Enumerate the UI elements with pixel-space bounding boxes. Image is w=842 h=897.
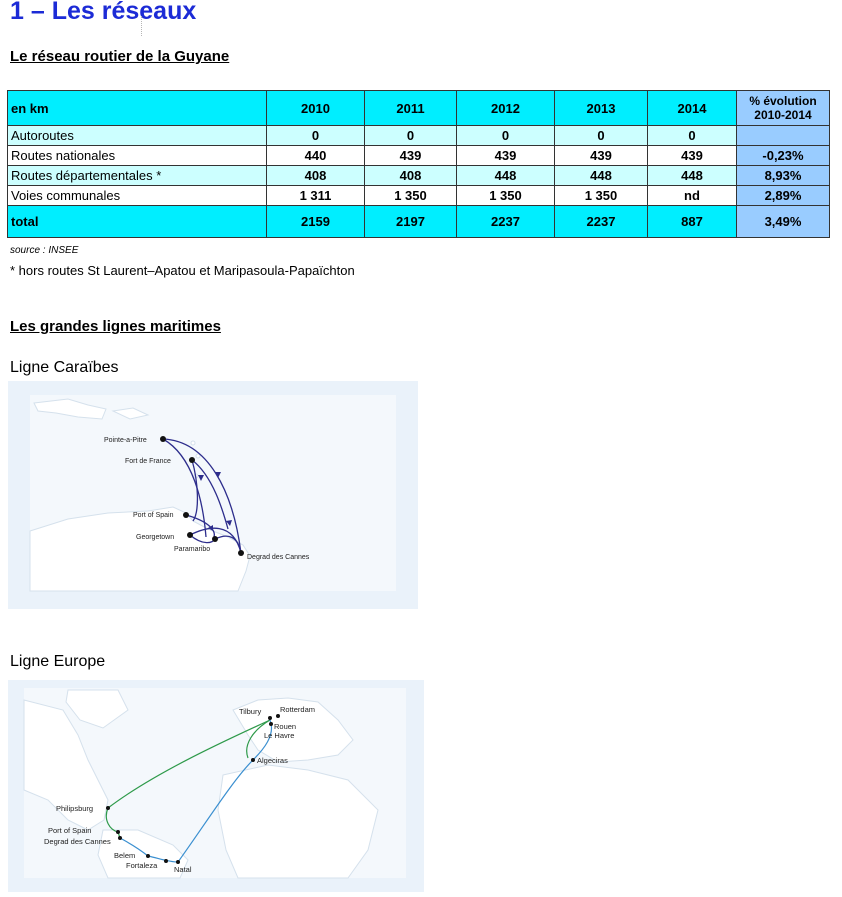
port-label: Degrad des Cannes: [247, 554, 310, 561]
row-label: Voies communales: [8, 186, 267, 206]
port-label: Rouen: [274, 722, 297, 731]
table-cell: 439: [648, 146, 737, 166]
year-header-2012: 2012: [457, 91, 555, 126]
evolution-header-line2: 2010-2014: [754, 108, 812, 122]
evolution-header-line1: % évolution: [749, 94, 817, 108]
port-label: Natal: [174, 865, 192, 874]
port-dot: [176, 860, 180, 864]
port-label: Algeciras: [257, 756, 288, 765]
total-label: total: [8, 206, 267, 238]
port-dot: [189, 457, 195, 463]
table-total-row: [8, 206, 830, 238]
total-cell: 2159: [267, 206, 365, 238]
row-label: Autoroutes: [8, 126, 267, 146]
table-cell: nd: [648, 186, 737, 206]
port-dot: [276, 714, 280, 718]
table-cell: 0: [555, 126, 648, 146]
port-dot: [106, 806, 110, 810]
evolution-cell: 2,89%: [737, 186, 830, 206]
year-header-2010: 2010: [267, 91, 365, 126]
table-cell: 448: [555, 166, 648, 186]
table-cell: 1 311: [267, 186, 365, 206]
table-row: [8, 166, 830, 186]
port-label: Port of Spain: [133, 512, 174, 519]
port-dot: [269, 722, 273, 726]
port-dot: [268, 716, 272, 720]
table-row: [8, 186, 830, 206]
caribbean-line-label: Ligne Caraïbes: [10, 359, 119, 376]
table-cell: 439: [365, 146, 457, 166]
evolution-header: [737, 91, 830, 126]
port-label: Fortaleza: [126, 861, 158, 870]
table-source: source : INSEE: [10, 245, 79, 256]
caribbean-line-map: [8, 381, 418, 609]
table-corner-header: en km: [8, 91, 267, 126]
port-dot: [251, 758, 255, 762]
port-dot: [183, 512, 189, 518]
port-dot: [187, 532, 193, 538]
total-cell: 2237: [457, 206, 555, 238]
road-section-title: Le réseau routier de la Guyane: [10, 48, 230, 65]
port-dot: [238, 550, 244, 556]
year-header-2011: 2011: [365, 91, 457, 126]
maritime-section-title: Les grandes lignes maritimes: [10, 318, 221, 335]
island-shape: [191, 441, 195, 445]
page-title: 1 – Les réseaux: [10, 0, 197, 25]
port-dot: [160, 436, 166, 442]
total-cell: 2197: [365, 206, 457, 238]
table-row: [8, 126, 830, 146]
table-cell: 408: [267, 166, 365, 186]
table-cell: 408: [365, 166, 457, 186]
table-cell: 1 350: [555, 186, 648, 206]
evolution-cell: [737, 126, 830, 146]
table-cell: 1 350: [457, 186, 555, 206]
table-cell: 0: [267, 126, 365, 146]
evolution-cell: -0,23%: [737, 146, 830, 166]
port-label: Le Havre: [264, 731, 295, 740]
port-label: Belem: [114, 851, 136, 860]
table-cell: 0: [365, 126, 457, 146]
table-cell: 1 350: [365, 186, 457, 206]
total-cell: 887: [648, 206, 737, 238]
row-label: Routes départementales *: [8, 166, 267, 186]
year-header-2013: 2013: [555, 91, 648, 126]
port-label: Fort de France: [125, 458, 171, 465]
port-label: Pointe-a-Pitre: [104, 437, 147, 444]
port-label: Paramaribo: [174, 546, 211, 553]
port-label: Philipsburg: [56, 804, 94, 813]
total-evolution-cell: 3,49%: [737, 206, 830, 238]
port-dot: [212, 536, 218, 542]
total-cell: 2237: [555, 206, 648, 238]
table-cell: 448: [457, 166, 555, 186]
text-cursor-marker: [141, 16, 143, 36]
port-label: Port of Spain: [48, 826, 92, 835]
table-cell: 0: [648, 126, 737, 146]
table-cell: 448: [648, 166, 737, 186]
port-label: Degrad des Cannes: [44, 837, 111, 846]
evolution-cell: 8,93%: [737, 166, 830, 186]
table-row: [8, 146, 830, 166]
port-dot: [164, 859, 168, 863]
row-label: Routes nationales: [8, 146, 267, 166]
port-label: Rotterdam: [280, 705, 316, 714]
table-cell: 440: [267, 146, 365, 166]
table-header-row: [8, 91, 830, 126]
table-cell: 439: [457, 146, 555, 166]
port-dot: [116, 830, 120, 834]
year-header-2014: 2014: [648, 91, 737, 126]
road-network-table: [7, 90, 830, 238]
table-cell: 0: [457, 126, 555, 146]
port-dot: [118, 836, 122, 840]
port-label: Tilbury: [239, 707, 262, 716]
europe-line-label: Ligne Europe: [10, 653, 106, 670]
port-dot: [146, 854, 150, 858]
port-label: Georgetown: [136, 534, 175, 541]
table-footnote: * hors routes St Laurent–Apatou et Maripasoula-Papaïchton: [10, 263, 355, 278]
table-cell: 439: [555, 146, 648, 166]
europe-line-map: [8, 680, 424, 892]
